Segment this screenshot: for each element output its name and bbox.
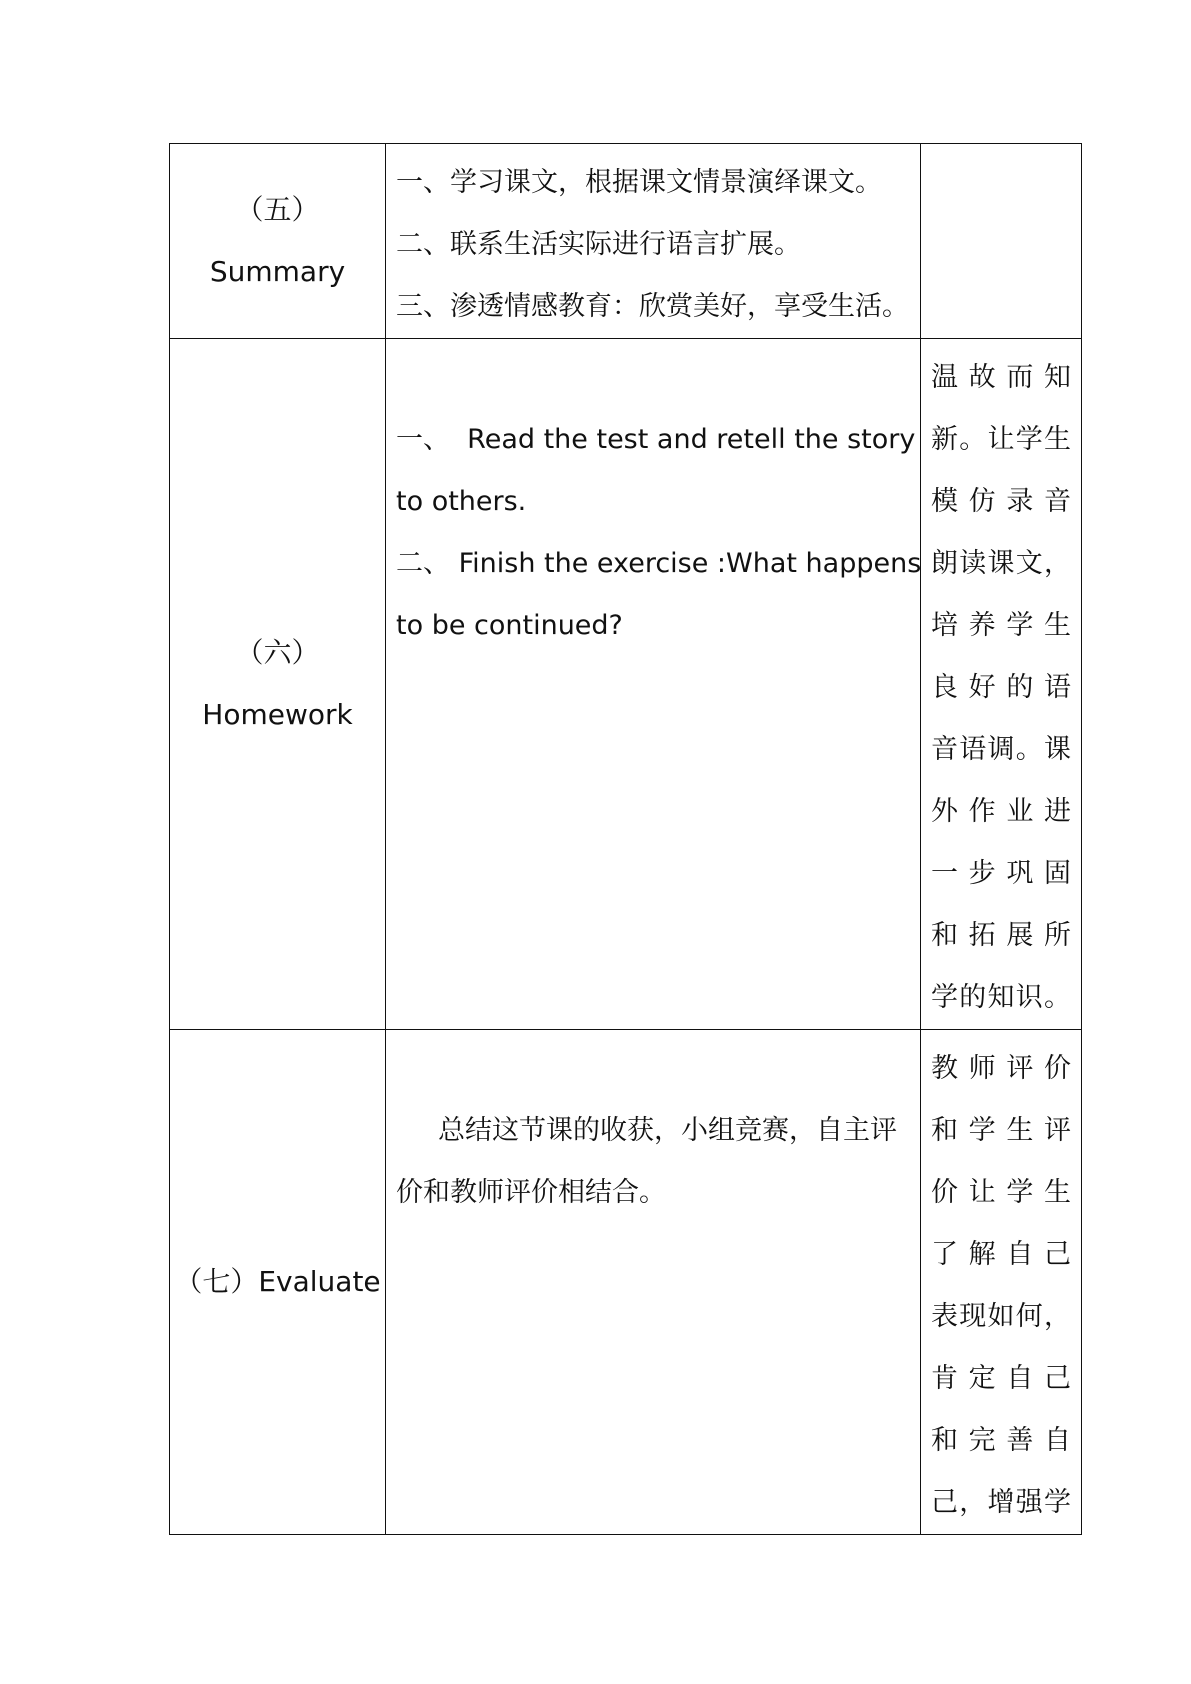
note-line: 培养学生 xyxy=(931,610,1071,641)
note-line: 学的知识。 xyxy=(931,982,1071,1013)
content-cell-homework xyxy=(386,339,921,1030)
content-line: 三、渗透情感教育：欣赏美好，享受生活。 xyxy=(396,291,909,322)
note-line: 良好的语 xyxy=(931,672,1071,703)
note-line: 表现如何， xyxy=(931,1301,1071,1332)
note-line: 和学生评 xyxy=(931,1115,1071,1146)
lesson-plan-table xyxy=(169,143,1082,1535)
note-line: 己，增强学 xyxy=(931,1487,1071,1518)
content-line: to others. xyxy=(396,486,527,517)
stage-number: （五） xyxy=(235,193,320,226)
note-line: 教师评价 xyxy=(931,1053,1071,1084)
note-line: 朗读课文， xyxy=(931,548,1071,579)
content-line: 二、 Finish the exercise :What happens xyxy=(396,548,922,579)
stage-name: Homework xyxy=(202,698,353,731)
content-line: 总结这节课的收获，小组竞赛，自主评 xyxy=(438,1115,897,1146)
stage-number: （六） xyxy=(235,636,320,669)
note-line: 和拓展所 xyxy=(931,920,1071,951)
stage-cell-homework xyxy=(170,339,386,1030)
note-line: 外作业进 xyxy=(931,796,1071,827)
content-line: 二、联系生活实际进行语言扩展。 xyxy=(396,229,801,260)
note-cell-summary xyxy=(921,144,1082,339)
table-row-evaluate xyxy=(170,1030,1082,1535)
content-line: to be continued? xyxy=(396,610,623,641)
stage-cell-summary xyxy=(170,144,386,339)
note-line: 模仿录音 xyxy=(931,486,1071,517)
table-row-summary xyxy=(170,144,1082,339)
content-cell-evaluate xyxy=(386,1030,921,1535)
note-line: 和完善自 xyxy=(931,1425,1071,1456)
note-cell-homework xyxy=(921,339,1082,1030)
table-row-homework xyxy=(170,339,1082,1030)
stage-label: （七）Evaluate xyxy=(174,1265,381,1298)
note-line: 温故而知 xyxy=(931,362,1071,393)
content-line: 价和教师评价相结合。 xyxy=(396,1177,666,1208)
note-line: 肯定自己 xyxy=(931,1363,1071,1394)
stage-name: Summary xyxy=(209,255,346,288)
content-line: 一、学习课文，根据课文情景演绎课文。 xyxy=(396,167,882,198)
note-line: 新。让学生 xyxy=(931,424,1071,455)
note-line: 一步巩固 xyxy=(931,858,1071,889)
content-line: 一、 Read the test and retell the story xyxy=(396,424,916,455)
content-cell-summary xyxy=(386,144,921,339)
note-cell-evaluate xyxy=(921,1030,1082,1535)
note-line: 价让学生 xyxy=(931,1177,1071,1208)
stage-cell-evaluate xyxy=(170,1030,386,1535)
note-line: 了解自己 xyxy=(931,1239,1071,1270)
note-line: 音语调。课 xyxy=(931,734,1071,765)
